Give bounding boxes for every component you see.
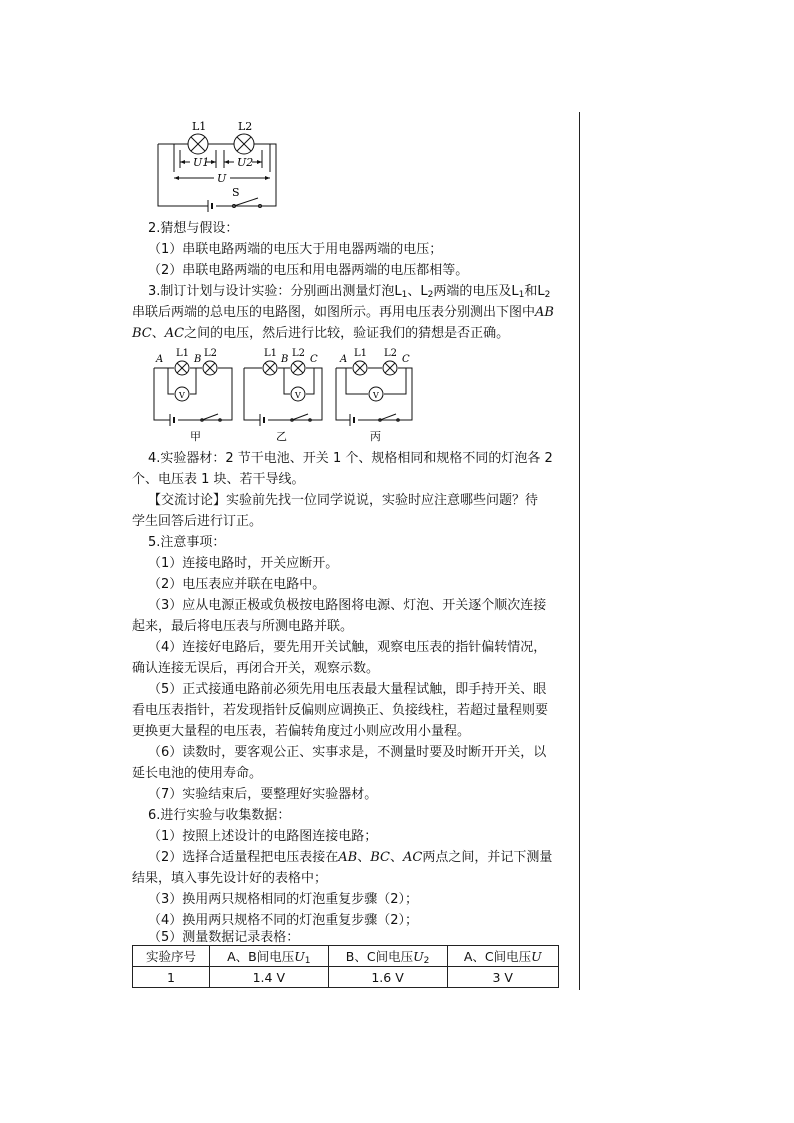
bing-label-c: C	[402, 354, 410, 365]
section3-line2: 串联后两端的总电压的电路图，如图所示。再用电压表分别测出下图中AB	[132, 305, 554, 320]
step-3: （3）换用两只规格相同的灯泡重复步骤（2）；	[148, 892, 419, 907]
label-u: U	[217, 172, 227, 185]
table-row	[133, 967, 559, 988]
note-5a: （5）正式接通电路前必须先用电压表最大量程试触，即手持开关、眼	[148, 682, 547, 697]
section3-line3: BC、AC之间的电压，然后进行比较，验证我们的猜想是否正确。	[132, 326, 510, 341]
label-u2: U2	[237, 156, 254, 169]
caption-jia: 甲	[190, 430, 201, 443]
cell-bc: 1.6 V	[328, 967, 447, 988]
note-6a: （6）读数时，要客观公正、实事求是，不测量时要及时断开开关，以	[148, 745, 547, 760]
note-5c: 更换更大量程的电压表，若偏转角度过小则应改用小量程。	[132, 724, 471, 739]
bing-voltmeter: V	[373, 391, 379, 400]
section2-title: 2.猜想与假设：	[148, 221, 239, 236]
yi-label-b: B	[281, 354, 289, 365]
caption-bing: 丙	[370, 430, 381, 443]
jia-label-l1: L1	[176, 348, 190, 359]
discussion-line2: 学生回答后进行订正。	[132, 514, 263, 529]
header-ac: A、C间电压U	[447, 946, 559, 967]
note-2: （2）电压表应并联在电路中。	[148, 577, 326, 592]
section2-item2: （2）串联电路两端的电压和用电器两端的电压都相等。	[148, 263, 469, 278]
cell-index: 1	[133, 967, 210, 988]
label-s: S	[232, 186, 240, 199]
note-4b: 确认连接无误后，再闭合开关，观察示数。	[132, 661, 380, 676]
caption-yi: 乙	[276, 430, 287, 443]
yi-label-l1: L1	[264, 348, 278, 359]
table-header-row	[133, 946, 559, 967]
step-2b: 结果，填入事先设计好的表格中；	[132, 871, 328, 886]
step-4: （4）换用两只规格不同的灯泡重复步骤（2）；	[148, 913, 419, 928]
jia-voltmeter: V	[179, 391, 185, 400]
label-l1: L1	[192, 120, 207, 133]
note-3b: 起来，最后将电压表与所测电路并联。	[132, 619, 354, 634]
section5-title: 5.注意事项：	[148, 535, 226, 550]
bing-label-a: A	[340, 354, 348, 365]
header-index: 实验序号	[133, 946, 210, 967]
section4-line1: 4.实验器材：2 节干电池、开关 1 个、规格相同和规格不同的灯泡各 2	[148, 451, 553, 466]
note-4a: （4）连接好电路后，要先用开关试触，观察电压表的指针偏转情况，	[148, 640, 547, 655]
step-2a: （2）选择合适量程把电压表接在AB、BC、AC两点之间，并记下测量	[148, 850, 553, 865]
step-1: （1）按照上述设计的电路图连接电路；	[148, 829, 378, 844]
step-5: （5）测量数据记录表格：	[148, 930, 300, 945]
note-1: （1）连接电路时，开关应断开。	[148, 556, 339, 571]
section3-line1: 3.制订计划与设计实验：分别画出测量灯泡$L_1$、$L_2$两端的电压及$L_1$和$L_2$	[148, 284, 551, 300]
bing-label-l2: L2	[384, 348, 398, 359]
note-5b: 看电压表指针，若发现指针反偏则应调换正、负接线柱，若超过量程则要	[132, 703, 549, 718]
note-3a: （3）应从电源正极或负极按电路图将电源、灯泡、开关逐个顺次连接	[148, 598, 547, 613]
measurement-table	[132, 945, 559, 988]
label-l2: L2	[238, 120, 253, 133]
note-7: （7）实验结束后，要整理好实验器材。	[148, 787, 378, 802]
circuit-diagrams	[148, 344, 418, 444]
jia-label-a: A	[156, 354, 164, 365]
note-6b: 延长电池的使用寿命。	[132, 766, 263, 781]
header-ab: A、B间电压$U_1$	[210, 946, 329, 967]
jia-label-l2: L2	[204, 348, 218, 359]
section4-line2: 个、电压表 1 块、若干导线。	[132, 472, 305, 487]
yi-voltmeter: V	[295, 391, 301, 400]
bing-label-l1: L1	[354, 348, 368, 359]
yi-label-l2: L2	[292, 348, 306, 359]
section2-item1: （1）串联电路两端的电压大于用电器两端的电压；	[148, 242, 443, 257]
cell-ab: 1.4 V	[210, 967, 329, 988]
jia-label-b: B	[194, 354, 202, 365]
cell-ac: 3 V	[447, 967, 559, 988]
discussion-line1: 【交流讨论】实验前先找一位同学说说，实验时应注意哪些问题？待	[148, 493, 539, 508]
series-circuit-figure	[150, 116, 285, 212]
label-u1: U1	[193, 156, 210, 169]
section6-title: 6.进行实验与收集数据：	[148, 808, 291, 823]
yi-label-c: C	[310, 354, 318, 365]
header-bc: B、C间电压$U_2$	[328, 946, 447, 967]
